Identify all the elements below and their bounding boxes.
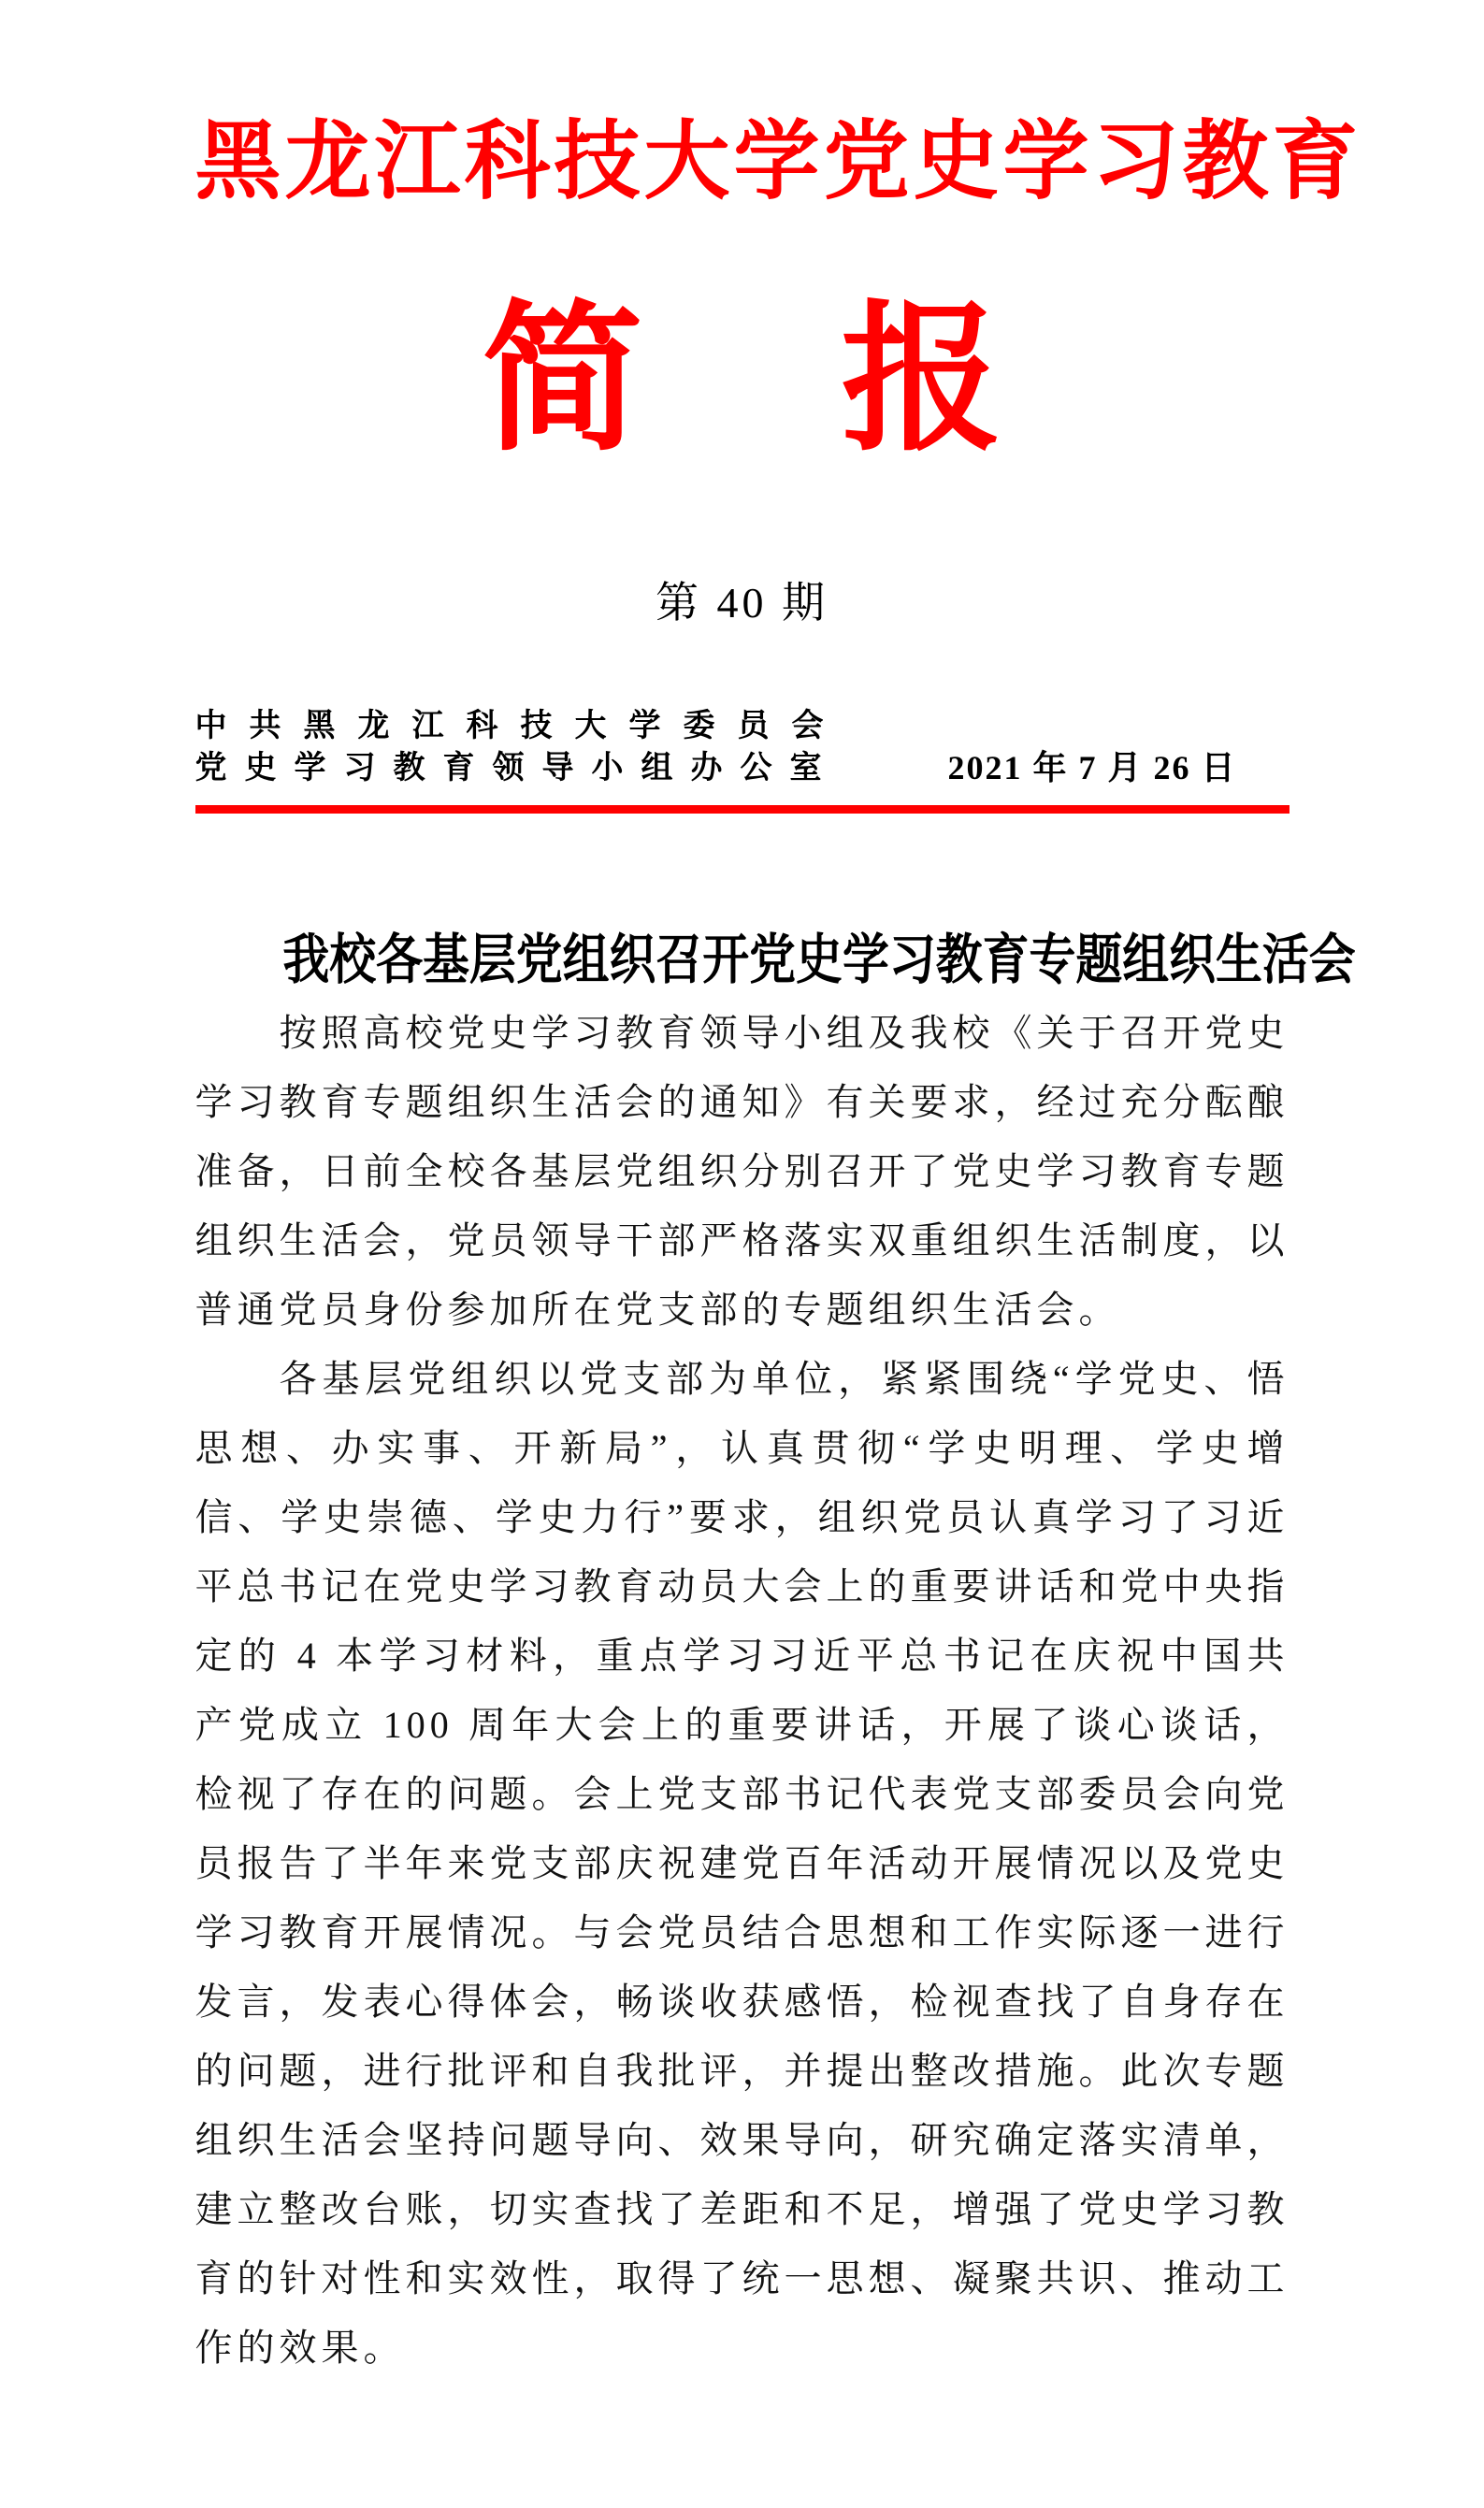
- issue-number: 第 40 期: [656, 579, 828, 627]
- article-headline: 我校各基层党组织召开党史学习教育专题组织生活会: [281, 930, 1356, 991]
- masthead-title: [195, 293, 1289, 470]
- issuer-line-committee: 中共黑龙江科技大学委员会: [195, 708, 846, 743]
- bulletin-content: [195, 110, 1362, 2383]
- article-body: [195, 999, 1289, 2383]
- red-divider-rule: [195, 805, 1289, 814]
- masthead-title-char-1: 简: [482, 293, 643, 470]
- issue-date: 2021 年 7 月 26 日: [947, 749, 1237, 786]
- headline-wrap: [195, 886, 1356, 991]
- issuer-lines: [195, 705, 846, 789]
- issuer-line-office: 党史学习教育领导小组办公室: [195, 750, 840, 786]
- masthead-org-title: 黑龙江科技大学党史学习教育: [195, 114, 1362, 209]
- masthead-title-char-2: 报: [841, 293, 1002, 470]
- article-paragraph: 按照高校党史学习教育领导小组及我校《关于召开党史学习教育专题组织生活会的通知》有关要求，经过充分酝酿准备，日前全校各基层党组织分别召开了党史学习教育专题组织生活会，党员领导干部严格落实双重组织生活制度，以普通党员身份参加所在党支部的专题组织生活会。: [195, 1012, 1289, 1331]
- article-paragraph: 各基层党组织以党支部为单位，紧紧围绕“学党史、悟思想、办实事、开新局”，认真贯彻“学史明理、学史增信、学史崇德、学史力行”要求，组织党员认真学习了习近平总书记在党史学习教育动员大会上的重要讲话和党中央指定的 4 本学习材料，重点学习习近平总书记在庆祝中国共产党成立 100 周年大会上的重要讲话，开展了谈心谈话，检视了存在的问题。会上党支部书记代表党支部委员会向党员报告了半年来党支部庆祝建党百年活动开展情况以及党史学习教育开展情况。与会党员结合思想和工作实际逐一进行发言，发表心得体会，畅谈收获感悟，检视查找了自身存在的问题，进行批评和自我批评，并提出整改措施。此次专题组织生活会坚持问题导向、效果导向，研究确定落实清单，建立整改台账，切实查找了差距和不足，增强了党史学习教育的针对性和实效性，取得了统一思想、凝聚共识、推动工作的效果。: [195, 1358, 1289, 2369]
- issuer-row: [195, 705, 1289, 789]
